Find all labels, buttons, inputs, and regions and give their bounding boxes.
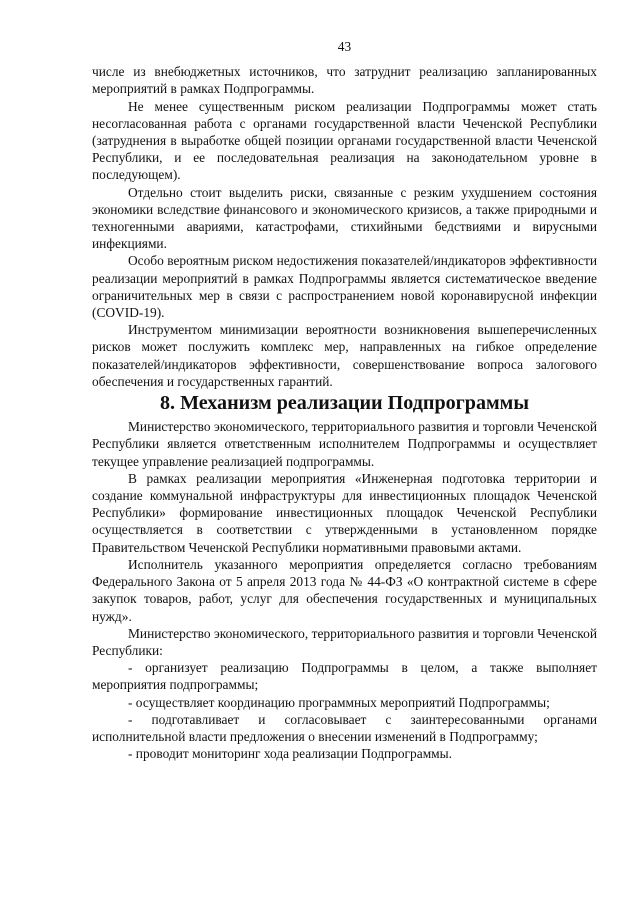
list-item-organizes: - организует реализацию Подпрограммы в целом, а также выполняет мероприятия подпрограммы; — [92, 660, 597, 693]
paragraph-risk-covid: Особо вероятным риском недостижения показателей/индикаторов эффективности реализации мероприятий в рамках Подпрограммы является систематическое введение ограничительных мер в связи с распространением новой коронавирусной инфекции (COVID-19). — [92, 253, 597, 321]
paragraph-risk-mitigation: Инструментом минимизации вероятности возникновения вышеперечисленных рисков может послужить комплекс мер, направленных на гибкое определение показателей/индикаторов эффективности, совершенствование вопроса залогового обеспечения и государственных гарантий. — [92, 322, 597, 389]
mechanism-paragraphs — [92, 418, 597, 762]
paragraph-engineering-preparation: В рамках реализации мероприятия «Инженерная подготовка территории и создание коммунальной инфраструктуры для инвестиционных площадок Чеченской Республики» формирование инвестиционных площадок Чеченской Республики осуществляется в соответствии с утвержденными в установленном порядке Правительством Чеченской Республики нормативными правовыми актами. — [92, 470, 597, 555]
page-number: 43 — [337, 39, 352, 54]
list-item-monitoring: - проводит мониторинг хода реализации Подпрограммы. — [128, 746, 452, 762]
paragraph-risk-coordination: Не менее существенным риском реализации Подпрограммы может стать несогласованная работа с органами государственной власти Чеченской Республики (затруднения в выработке общей позиции органами государственной власти Чеченской Республики, и ее последовательная реализация на законодательном уровне в последующем). — [92, 98, 597, 183]
paragraph-responsible-executor: Министерство экономического, территориального развития и торговли Чеченской Республики является ответственным исполнителем Подпрограммы и осуществляет текущее управление реализацией подпрограммы. — [92, 419, 597, 469]
paragraph-executor-selection: Исполнитель указанного мероприятия определяется согласно требованиям Федерального Закона от 5 апреля 2013 года № 44-ФЗ «О контрактной системе в сфере закупок товаров, работ, услуг для обеспечения государственных и муниципальных нужд». — [92, 556, 597, 624]
paragraph-ministry-duties-intro: Министерство экономического, территориального развития и торговли Чеченской Республики: — [92, 625, 597, 658]
risk-paragraphs — [92, 63, 597, 390]
list-item-prepares-changes: - подготавливает и согласовывает с заинтересованными органами исполнительной власти предложения о внесении изменений в Подпрограмму; — [92, 711, 597, 744]
section-heading: 8. Механизм реализации Подпрограммы — [159, 392, 530, 415]
paragraph-continuation: числе из внебюджетных источников, что затруднит реализацию запланированных мероприятий в рамках Подпрограммы. — [92, 64, 597, 97]
paragraph-risk-crisis: Отдельно стоит выделить риски, связанные с резким ухудшением состояния экономики вследствие финансового и экономического кризисов, а также природными и техногенными авариями, катастрофами, стихийными бедствиями и вирусными инфекциями. — [92, 184, 597, 252]
list-item-coordinates: - осуществляет координацию программных мероприятий Подпрограммы; — [128, 694, 550, 710]
document-page — [92, 38, 597, 762]
